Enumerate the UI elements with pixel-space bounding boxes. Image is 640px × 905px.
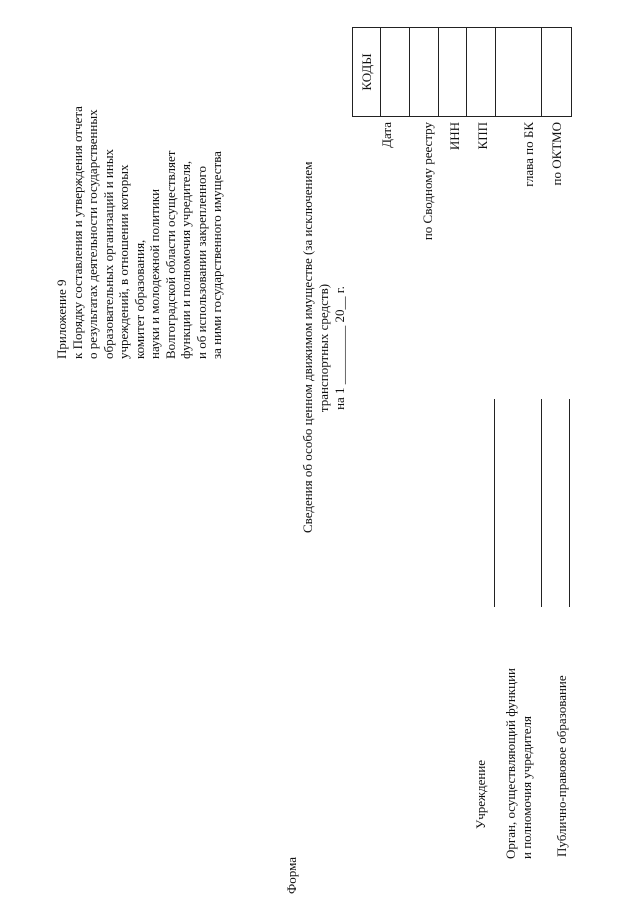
appendix-line: и об использовании закрепленного bbox=[193, 165, 209, 359]
kpp-label: КПП bbox=[475, 122, 490, 150]
date-label: Дата bbox=[379, 122, 394, 148]
oktmo-code-cell[interactable] bbox=[542, 28, 572, 117]
appendix-line: к Порядку составления и утверждения отчета bbox=[69, 106, 85, 359]
appendix-line: учреждений, в отношении которых bbox=[116, 164, 131, 359]
public-entity-label: Публично-правовое образование bbox=[554, 675, 569, 857]
appendix-line: функции и полномочия учредителя, bbox=[178, 160, 193, 359]
organ-label-line-2: и полномочия учредителя bbox=[519, 716, 534, 859]
organ-field[interactable] bbox=[541, 399, 542, 607]
inn-code-cell[interactable] bbox=[439, 28, 467, 117]
codes-table bbox=[352, 27, 572, 117]
codes-header: КОДЫ bbox=[353, 28, 381, 117]
public-entity-field[interactable] bbox=[569, 399, 570, 607]
svod-code-cell[interactable] bbox=[410, 28, 439, 117]
date-code-cell[interactable] bbox=[381, 28, 410, 117]
appendix-block bbox=[54, 39, 225, 359]
bk-code-cell[interactable] bbox=[496, 28, 542, 117]
appendix-line: Приложение 9 bbox=[54, 279, 69, 359]
appendix-line: о результатах деятельности государственных bbox=[85, 109, 100, 359]
inn-label: ИНН bbox=[447, 122, 462, 151]
bk-label: глава по БК bbox=[521, 122, 536, 187]
appendix-line: комитет образования, bbox=[131, 239, 147, 359]
appendix-line: Волгоградской области осуществляет bbox=[162, 150, 178, 359]
report-title bbox=[300, 163, 348, 533]
report-title-line-2: транспортных средств) bbox=[316, 283, 331, 413]
institution-label: Учреждение bbox=[473, 759, 488, 829]
report-date-line: на 1 _________ 20__ г. bbox=[332, 286, 347, 410]
form-label: Форма bbox=[284, 857, 299, 894]
organ-label-line-1: Орган, осуществляющий функции bbox=[503, 668, 518, 859]
oktmo-label: по ОКТМО bbox=[549, 122, 564, 186]
appendix-line: за ними государственного имущества bbox=[209, 151, 224, 359]
appendix-line: образовательных организаций и иных bbox=[100, 148, 116, 359]
appendix-line: науки и молодежной политики bbox=[147, 188, 162, 359]
report-title-line-1: Сведения об особо ценном движимом имуществе (за исключением bbox=[300, 161, 315, 533]
svod-label: по Сводному реестру bbox=[420, 122, 435, 241]
kpp-code-cell[interactable] bbox=[467, 28, 496, 117]
institution-field[interactable] bbox=[494, 399, 495, 607]
organ-label bbox=[503, 668, 535, 859]
